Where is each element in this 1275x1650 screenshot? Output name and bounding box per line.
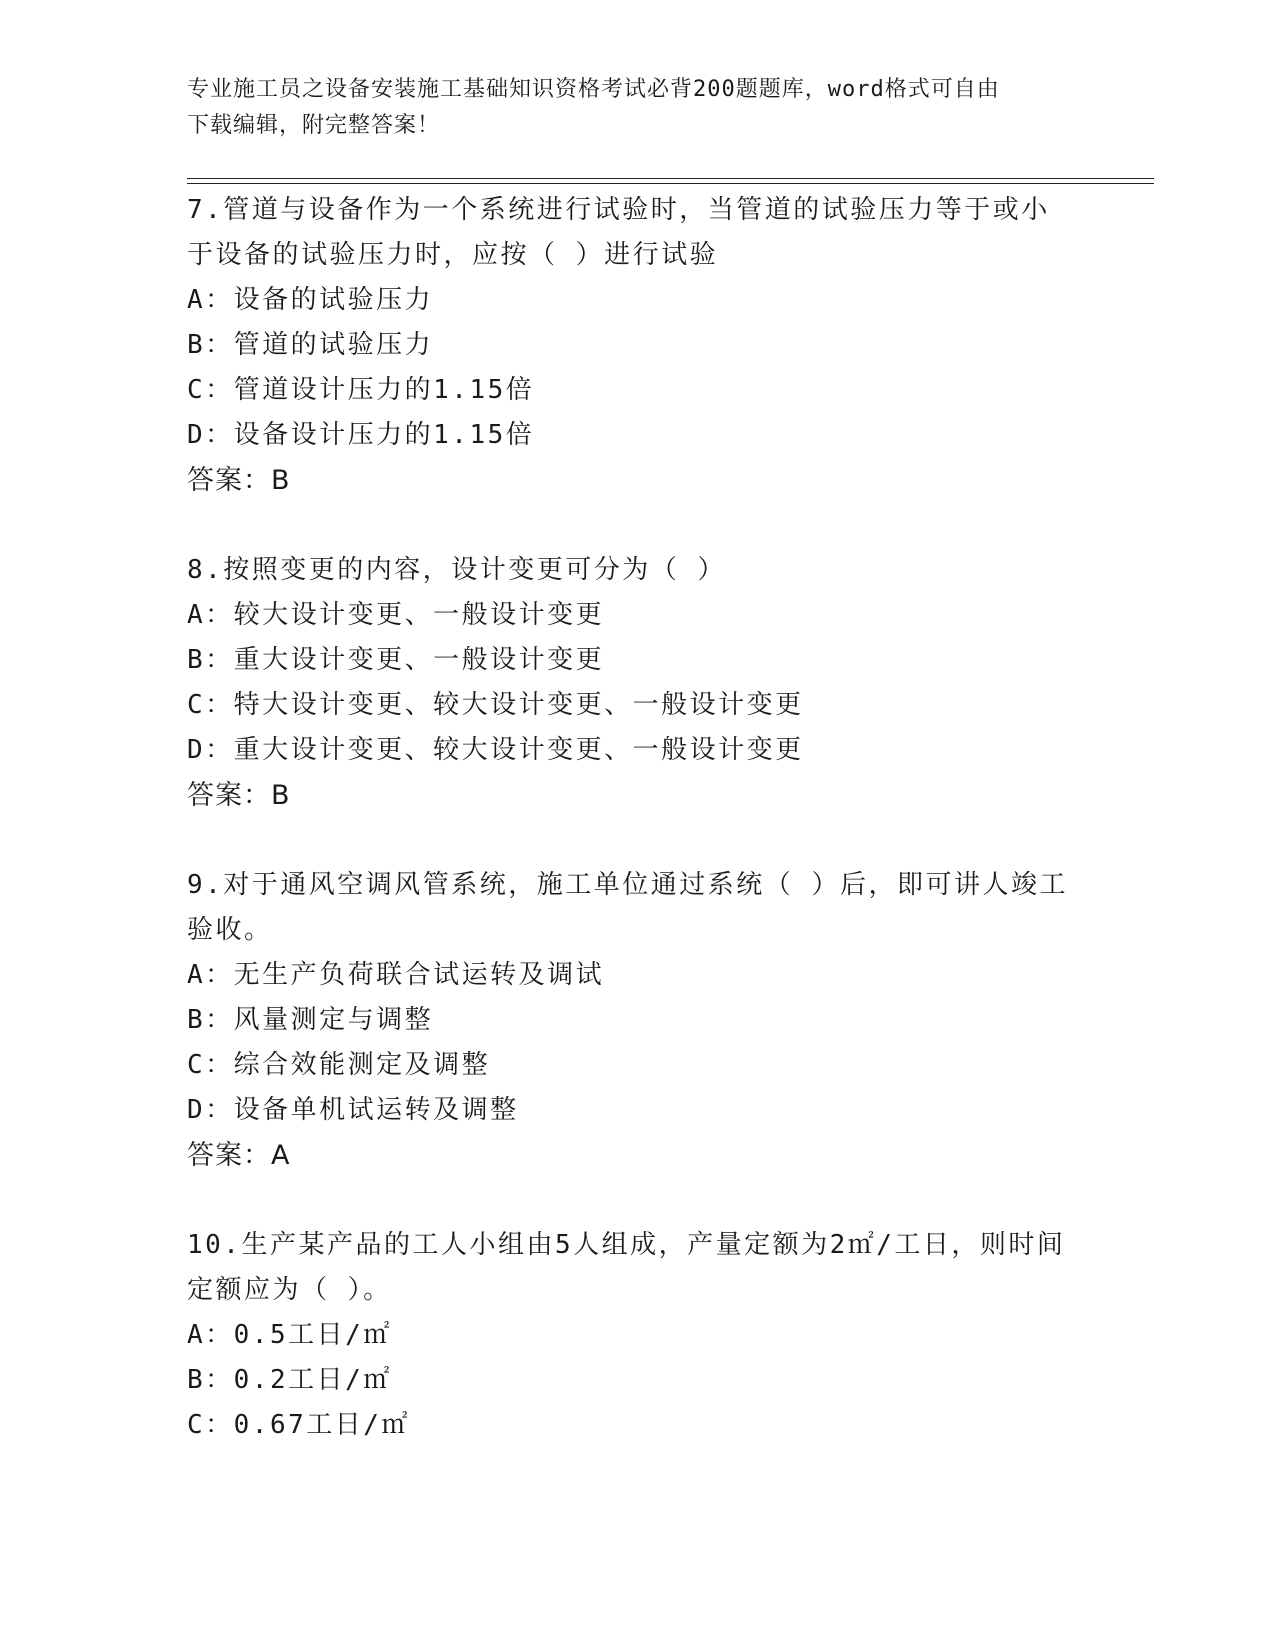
- option-b: B：0.2工日/㎡: [187, 1365, 392, 1395]
- option-a: A：较大设计变更、一般设计变更: [187, 600, 605, 630]
- answer: 答案：B: [187, 780, 291, 811]
- question-7: [187, 188, 1087, 503]
- question-stem: 7.管道与设备作为一个系统进行试验时，当管道的试验压力等于或小: [187, 195, 1050, 225]
- question-list: [187, 188, 1087, 1493]
- option-b: B：管道的试验压力: [187, 330, 434, 360]
- option-c: C：0.67工日/㎡: [187, 1410, 410, 1440]
- option-c: C：综合效能测定及调整: [187, 1050, 491, 1080]
- option-a: A：设备的试验压力: [187, 285, 434, 315]
- option-b: B：重大设计变更、一般设计变更: [187, 645, 605, 675]
- header-divider: [187, 178, 1154, 179]
- answer: 答案：A: [187, 1140, 291, 1171]
- option-c: C：特大设计变更、较大设计变更、一般设计变更: [187, 690, 804, 720]
- option-d: D：设备单机试运转及调整: [187, 1095, 519, 1125]
- question-stem-continued: 于设备的试验压力时，应按（ ）进行试验: [187, 240, 719, 270]
- option-d: D：重大设计变更、较大设计变更、一般设计变更: [187, 735, 804, 765]
- answer: 答案：B: [187, 465, 291, 496]
- question-9: [187, 863, 1087, 1178]
- question-stem-continued: 定额应为（ ）。: [187, 1275, 392, 1305]
- question-stem: 10.生产某产品的工人小组由5人组成，产量定额为2㎡/工日，则时间: [187, 1230, 1066, 1260]
- header-line-2: 下载编辑，附完整答案！: [187, 113, 441, 138]
- question-stem: 9.对于通风空调风管系统，施工单位通过系统（ ）后，即可讲人竣工: [187, 870, 1068, 900]
- header-line-1: 专业施工员之设备安装施工基础知识资格考试必背200题题库，word格式可自由: [187, 77, 1000, 102]
- option-d: D：设备设计压力的1.15倍: [187, 420, 535, 450]
- question-8: [187, 548, 1087, 818]
- option-b: B：风量测定与调整: [187, 1005, 434, 1035]
- question-stem-continued: 验收。: [187, 915, 273, 945]
- option-a: A：无生产负荷联合试运转及调试: [187, 960, 605, 990]
- question-stem: 8.按照变更的内容，设计变更可分为（ ）: [187, 555, 726, 585]
- question-10: [187, 1223, 1087, 1448]
- option-c: C：管道设计压力的1.15倍: [187, 375, 535, 405]
- option-a: A：0.5工日/㎡: [187, 1320, 392, 1350]
- document-header: [187, 72, 1067, 144]
- header-divider-second: [187, 183, 1154, 184]
